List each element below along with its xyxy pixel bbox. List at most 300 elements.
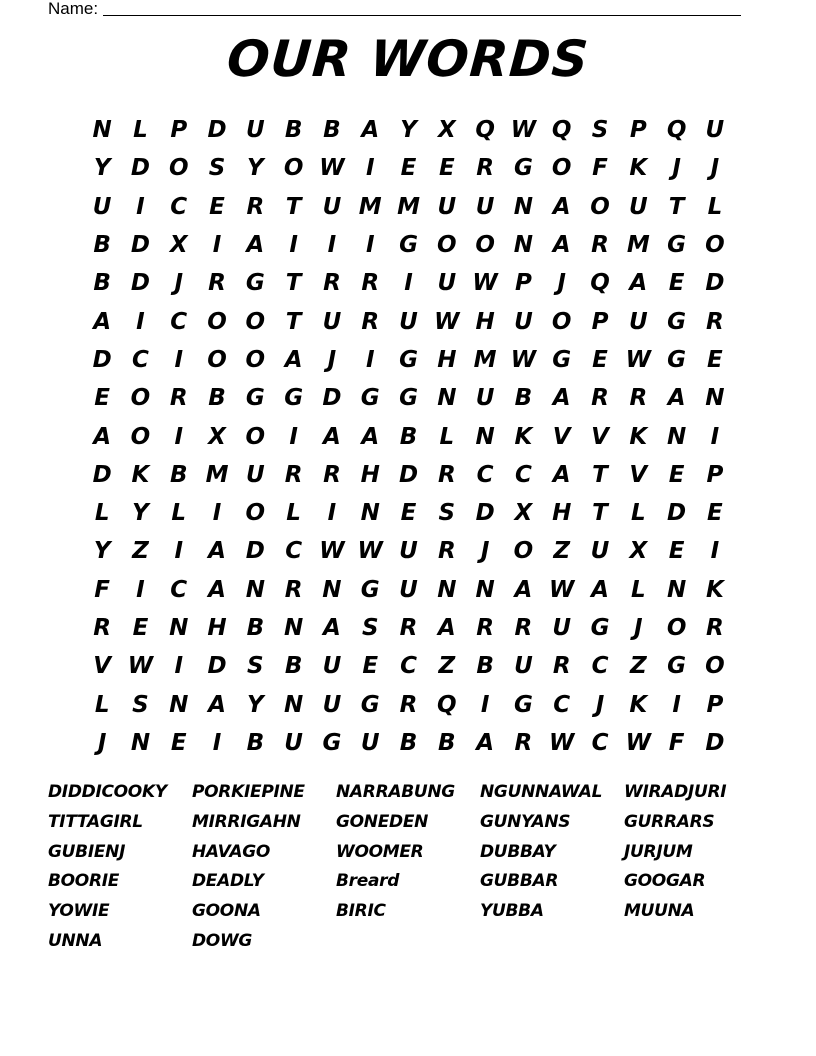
grid-letter: K [131,461,150,488]
grid-letter: N [475,423,495,450]
grid-letter: I [136,308,145,335]
grid-letter: U [475,385,495,412]
grid-letter: U [475,193,495,220]
grid-letter: Y [93,538,111,565]
grid-letter: A [361,423,380,450]
grid-letter: I [672,691,681,718]
grid-letter: B [323,117,341,144]
grid-letter: B [169,461,188,488]
grid-letter: A [476,729,495,756]
grid-letter: Z [132,538,149,565]
grid-letter: N [437,576,457,603]
grid-letter: D [322,385,342,412]
grid-letter: Y [247,155,264,182]
grid-letter: U [705,117,725,144]
grid-letter: L [707,193,723,220]
grid-letter: P [706,691,724,718]
grid-letter: K [629,423,648,450]
grid-letter: T [285,270,302,297]
grid-letter: A [208,576,226,603]
grid-letter: H [552,500,572,527]
grid-letter: O [207,346,227,373]
grid-letter: N [475,576,495,603]
word-list-item: NGUNNAWAL [480,782,603,802]
grid-letter: Q [551,117,572,144]
grid-letter: W [510,117,537,144]
grid-letter: Z [629,653,647,680]
grid-letter: D [92,346,112,373]
grid-letter: C [170,576,188,603]
grid-letter: O [551,308,572,335]
grid-letter: O [245,500,266,527]
grid-letter: I [289,423,298,450]
grid-letter: D [398,461,419,488]
grid-letter: S [361,615,379,641]
grid-letter: Q [437,691,457,718]
grid-letter: G [667,308,687,335]
grid-letter: W [549,729,575,756]
grid-letter: D [475,500,495,527]
grid-letter: A [437,615,456,641]
grid-letter: N [666,576,687,603]
grid-letter: A [93,423,112,450]
grid-letter: G [552,346,572,373]
grid-letter: E [707,346,723,373]
grid-letter: J [327,346,337,373]
grid-letter: G [667,653,687,680]
grid-letter: V [552,423,571,450]
grid-letter: U [514,308,533,335]
grid-letter: E [400,155,417,182]
grid-letter: G [513,691,533,718]
grid-letter: B [93,232,111,259]
grid-letter: R [323,270,341,297]
grid-letter: A [361,117,380,144]
grid-letter: W [319,155,345,182]
grid-letter: W [549,576,575,603]
grid-letter: U [628,193,648,220]
grid-letter: R [399,691,418,718]
grid-letter: W [357,538,383,565]
name-label: Name: [48,0,99,18]
grid-letter: A [667,385,686,412]
grid-letter: U [514,653,533,680]
grid-letter: U [360,729,380,756]
page-title: OUR WORDS [225,30,591,88]
word-list-item: YUBBA [480,901,544,922]
grid-letter: I [136,193,145,220]
grid-letter: G [667,232,687,259]
grid-letter: B [208,385,226,412]
grid-letter: Z [553,538,571,565]
grid-letter: J [672,155,681,182]
grid-letter: L [133,117,148,144]
grid-letter: U [552,615,572,641]
word-list-item: GURRARS [624,811,715,832]
grid-letter: W [434,308,460,335]
grid-letter: L [171,500,187,527]
grid-letter: G [360,385,380,412]
grid-letter: X [514,500,533,527]
grid-letter: T [592,461,608,488]
grid-letter: Y [132,500,149,527]
letter-grid [83,111,731,762]
grid-letter: A [323,615,341,641]
grid-letter: I [710,423,720,450]
grid-letter: R [706,308,724,335]
grid-letter: O [168,155,189,182]
word-list-item: DOWG [192,930,253,951]
grid-letter: C [514,461,532,488]
grid-letter: U [437,193,457,220]
grid-letter: R [169,385,188,412]
grid-letter: N [513,232,534,259]
grid-letter: Q [666,117,687,144]
grid-letter: S [208,155,226,182]
grid-letter: G [360,691,380,718]
word-list-item: Breard [336,871,400,892]
grid-letter: F [94,576,110,603]
grid-letter: C [591,653,609,680]
grid-letter: I [212,232,222,259]
grid-letter: C [400,653,417,680]
grid-letter: I [174,538,184,565]
grid-letter: F [668,729,685,756]
grid-letter: O [437,232,457,259]
grid-letter: W [319,538,345,565]
grid-letter: E [170,729,187,756]
grid-letter: T [285,193,302,220]
grid-letter: P [514,270,532,297]
grid-letter: U [92,193,112,220]
grid-letter: R [591,385,609,412]
name-field [48,0,748,20]
word-list-item: DEADLY [192,871,264,892]
word-list-item: YOWIE [48,901,110,922]
grid-letter: B [514,385,533,412]
grid-letter: O [245,346,266,373]
grid-letter: D [130,155,150,182]
grid-letter: R [629,385,648,412]
grid-letter: L [286,500,301,527]
grid-letter: I [174,653,184,680]
grid-letter: N [322,576,342,603]
grid-letter: P [706,461,724,488]
grid-letter: L [94,691,110,718]
grid-letter: T [592,500,608,527]
grid-letter: A [284,346,303,373]
word-list-item: NARRABUNG [336,782,455,802]
grid-letter: Z [438,653,456,680]
grid-letter: D [92,461,112,488]
grid-letter: R [361,270,380,297]
grid-letter: E [668,270,685,297]
grid-letter: R [514,615,533,641]
grid-letter: N [666,423,687,450]
grid-letter: A [629,270,648,297]
grid-letter: U [322,691,342,718]
grid-letter: S [438,500,456,527]
grid-letter: F [592,155,608,182]
grid-letter: B [399,729,418,756]
grid-letter: G [360,576,380,603]
grid-letter: I [480,691,490,718]
grid-letter: I [289,232,298,259]
grid-letter: S [591,117,609,144]
grid-letter: E [668,461,685,488]
grid-letter: I [174,346,184,373]
word-list-item: GOONA [192,901,261,922]
grid-letter: C [285,538,303,565]
grid-letter: R [246,193,265,220]
word-list-item: JURJUM [624,841,693,862]
grid-letter: B [284,653,303,680]
grid-letter: T [668,193,685,220]
grid-letter: O [245,423,266,450]
grid-letter: A [93,308,112,335]
grid-letter: U [322,308,342,335]
word-list-item: GUBIENJ [48,841,126,862]
grid-letter: A [552,232,571,259]
grid-letter: E [400,500,417,527]
grid-letter: N [284,615,304,641]
grid-letter: I [365,346,375,373]
grid-letter: I [212,500,222,527]
grid-letter: G [322,729,342,756]
grid-letter: E [94,385,110,412]
grid-letter: L [94,500,110,527]
grid-letter: M [626,232,650,259]
grid-letter: R [399,615,418,641]
grid-letter: M [397,193,420,220]
grid-letter: P [591,308,609,335]
grid-letter: B [246,729,265,756]
word-list-item: PORKIEPINE [192,782,305,802]
grid-letter: R [284,461,303,488]
grid-letter: C [132,346,149,373]
word-list-item: GONEDEN [336,811,429,832]
grid-letter: W [625,346,651,373]
grid-letter: N [245,576,265,603]
grid-letter: H [437,346,457,373]
grid-letter: I [327,232,337,259]
grid-letter: Q [590,270,610,297]
grid-letter: J [557,270,566,297]
grid-letter: C [553,691,571,718]
grid-letter: B [246,615,265,641]
grid-letter: J [634,615,643,641]
word-list-item: BIRIC [336,901,386,922]
word-list-item: MUUNA [624,901,695,922]
grid-letter: B [438,729,456,756]
grid-letter: G [667,346,687,373]
grid-letter: R [93,615,111,641]
word-list-item: UNNA [48,930,103,951]
grid-letter: L [439,423,455,450]
grid-letter: I [404,270,413,297]
grid-letter: O [705,232,725,259]
grid-letter: D [130,270,150,297]
grid-letter: U [628,308,648,335]
grid-letter: H [475,308,495,335]
grid-letter: R [323,461,341,488]
grid-letter: J [97,729,107,756]
grid-letter: N [130,729,151,756]
grid-letter: G [399,385,418,412]
grid-letter: U [590,538,610,565]
grid-letter: J [710,155,720,182]
grid-letter: W [127,653,154,680]
grid-letter: R [706,615,724,641]
grid-letter: D [207,117,227,144]
name-underline [103,15,741,16]
grid-letter: B [399,423,418,450]
grid-letter: I [212,729,222,756]
grid-letter: I [174,423,184,450]
grid-letter: E [707,500,723,527]
grid-letter: K [629,691,648,718]
word-list [48,782,768,961]
grid-letter: J [595,691,605,718]
grid-letter: C [170,193,188,220]
grid-letter: Q [475,117,495,144]
word-list-item: GOOGAR [624,871,706,892]
grid-letter: U [322,653,342,680]
grid-letter: T [285,308,302,335]
grid-letter: D [667,500,687,527]
grid-letter: X [437,117,456,144]
grid-letter: S [132,691,149,718]
grid-letter: X [169,232,188,259]
grid-letter: G [399,232,418,259]
grid-letter: U [245,461,265,488]
grid-letter: J [480,538,490,565]
grid-letter: O [590,193,610,220]
grid-letter: A [552,385,571,412]
grid-letter: K [514,423,533,450]
grid-letter: R [591,232,609,259]
grid-letter: O [551,155,572,182]
grid-letter: A [208,691,226,718]
grid-letter: R [514,729,533,756]
grid-letter: R [437,461,456,488]
grid-letter: N [705,385,725,412]
grid-letter: I [365,232,375,259]
grid-letter: O [283,155,304,182]
grid-letter: O [207,308,227,335]
grid-letter: M [473,346,497,373]
grid-letter: B [93,270,111,297]
grid-letter: N [92,117,112,144]
grid-letter: A [591,576,609,603]
grid-letter: G [284,385,304,412]
word-list-item: MIRRIGAHN [192,811,301,832]
grid-letter: E [132,615,149,641]
grid-letter: A [552,193,571,220]
grid-letter: O [475,232,495,259]
grid-letter: C [170,308,188,335]
word-list-item: WOOMER [336,841,424,862]
grid-letter: G [590,615,610,641]
grid-letter: G [245,270,265,297]
grid-letter: R [552,653,571,680]
word-list-item: HAVAGO [192,841,270,862]
grid-letter: N [360,500,380,527]
grid-letter: O [705,653,725,680]
grid-letter: U [322,193,342,220]
grid-letter: N [284,691,304,718]
grid-letter: O [130,385,151,412]
grid-letter: R [476,615,494,641]
grid-letter: B [284,117,303,144]
grid-letter: H [207,615,227,641]
grid-letter: O [513,538,534,565]
word-list-item: DUBBAY [480,841,556,862]
grid-letter: I [365,155,375,182]
grid-letter: A [552,461,571,488]
grid-letter: X [208,423,226,450]
grid-letter: E [209,193,225,220]
grid-letter: V [93,653,112,680]
grid-letter: D [245,538,265,565]
grid-letter: O [666,615,687,641]
grid-letter: N [437,385,457,412]
grid-letter: V [629,461,648,488]
grid-letter: D [130,232,150,259]
grid-letter: E [668,538,685,565]
grid-letter: I [710,538,720,565]
grid-letter: I [136,576,145,603]
grid-letter: I [327,500,337,527]
grid-letter: P [170,117,188,144]
grid-letter: G [513,155,533,182]
grid-letter: U [399,576,418,603]
word-list-item: GUBBAR [480,871,559,892]
grid-letter: O [245,308,266,335]
grid-letter: C [476,461,494,488]
grid-letter: K [629,155,648,182]
grid-letter: G [245,385,265,412]
grid-letter: L [630,500,646,527]
word-list-item: GUNYANS [480,811,571,832]
word-list-item: TITTAGIRL [48,811,143,832]
grid-letter: M [358,193,382,220]
grid-letter: A [246,232,265,259]
grid-letter: A [323,423,341,450]
word-list-item: BOORIE [48,871,120,892]
grid-letter: X [629,538,648,565]
grid-letter: J [174,270,184,297]
grid-letter: D [705,270,725,297]
grid-letter: U [437,270,457,297]
grid-letter: U [399,308,418,335]
grid-letter: U [284,729,303,756]
grid-letter: H [360,461,380,488]
grid-letter: R [284,576,303,603]
grid-letter: M [205,461,229,488]
word-list-item: DIDDICOOKY [48,782,167,802]
grid-letter: E [438,155,455,182]
word-list-item: WIRADJURI [624,782,727,802]
grid-letter: A [208,538,226,565]
grid-letter: W [472,270,498,297]
grid-letter: R [437,538,456,565]
grid-letter: W [625,729,651,756]
grid-letter: R [361,308,380,335]
grid-letter: N [169,691,189,718]
grid-letter: P [629,117,647,144]
grid-letter: L [630,576,646,603]
